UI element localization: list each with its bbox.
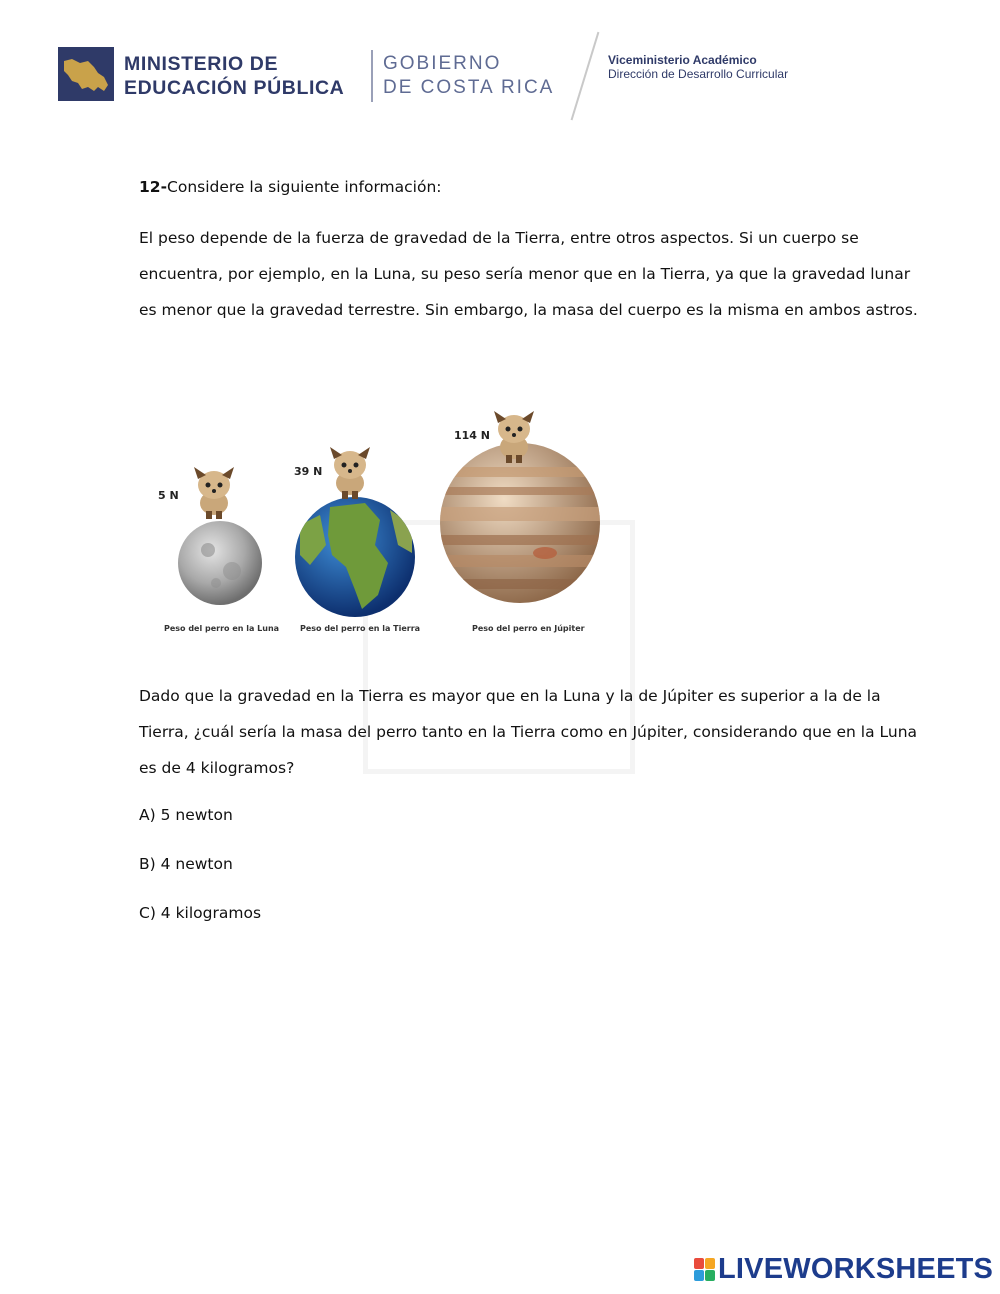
liveworksheets-brand: LIVEWORKSHEETS bbox=[718, 1253, 994, 1285]
page-header bbox=[0, 0, 1000, 130]
gov-line2: DE COSTA RICA bbox=[383, 77, 555, 98]
vice-subtitle: Dirección de Desarrollo Curricular bbox=[608, 67, 789, 81]
option-a[interactable]: A) 5 newton bbox=[139, 806, 233, 824]
moon-caption: Peso del perro en la Luna bbox=[164, 624, 280, 633]
header-slash-divider bbox=[571, 32, 599, 120]
dog-on-earth-icon bbox=[330, 447, 370, 499]
ministry-line2: EDUCACIÓN PÚBLICA bbox=[124, 77, 345, 99]
option-b[interactable]: B) 4 newton bbox=[139, 855, 233, 873]
moon-planet bbox=[178, 521, 262, 605]
government-name bbox=[383, 52, 554, 100]
question-paragraph-1: El peso depende de la fuerza de gravedad de la Tierra, entre otros aspectos. Si un cuerpo se encuentra, por ejemplo, en la Luna, su peso sería menor que en la Tierra, ya que la gravedad lunar es menor que la gravedad terrestre. Sin embargo, la masa del cuerpo es la misma en ambos astros. bbox=[139, 229, 918, 319]
question-paragraph-2: Dado que la gravedad en la Tierra es mayor que en la Luna y la de Júpiter es superior a la de la Tierra, ¿cuál sería la masa del perro tanto en la Tierra como en Júpiter, considerando que en la Luna es de 4 kilogramos? bbox=[139, 687, 918, 777]
dog-on-moon-icon bbox=[194, 467, 234, 519]
jupiter-caption: Peso del perro en Júpiter bbox=[472, 624, 585, 633]
vice-title: Viceministerio Académico bbox=[608, 53, 757, 67]
question-number: 12- bbox=[139, 178, 168, 196]
ministry-line1: MINISTERIO DE bbox=[124, 53, 279, 75]
liveworksheets-icon bbox=[694, 1258, 716, 1282]
moon-weight-label: 5 N bbox=[158, 489, 179, 502]
question-title: Considere la siguiente información: bbox=[167, 178, 442, 196]
earth-weight-label: 39 N bbox=[294, 465, 323, 478]
earth-caption: Peso del perro en la Tierra bbox=[300, 624, 421, 633]
costa-rica-map-logo bbox=[58, 47, 114, 101]
ministry-name bbox=[124, 52, 344, 100]
earth-planet bbox=[295, 497, 415, 617]
question-heading bbox=[139, 178, 929, 196]
planets-illustration bbox=[150, 395, 620, 645]
weight-comparison-figure bbox=[150, 395, 620, 645]
gov-line1: GOBIERNO bbox=[383, 53, 502, 74]
header-divider bbox=[371, 50, 373, 102]
liveworksheets-logo bbox=[694, 1253, 994, 1285]
option-c[interactable]: C) 4 kilogramos bbox=[139, 904, 262, 922]
jupiter-planet bbox=[430, 443, 610, 603]
vice-ministry-block bbox=[608, 53, 788, 81]
jupiter-weight-label: 114 N bbox=[454, 429, 490, 442]
